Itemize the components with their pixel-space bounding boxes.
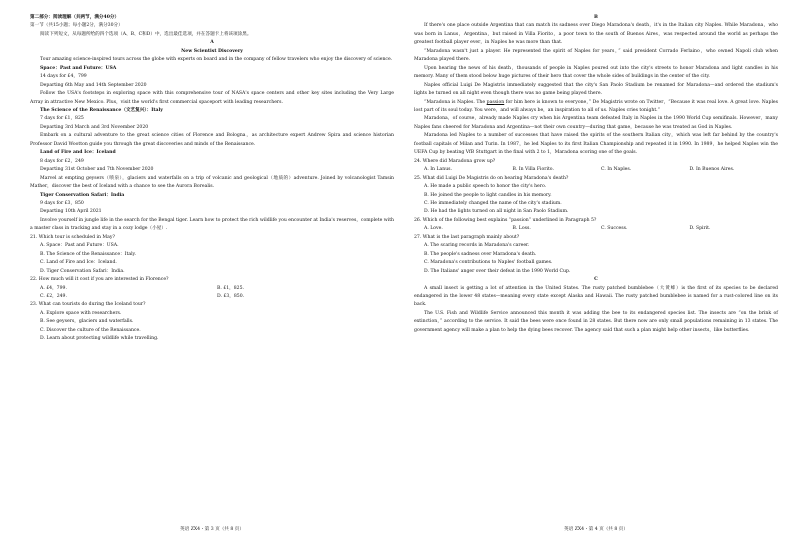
tour-name: Tiger Conservation Safari：India (40, 192, 125, 198)
answer-option: B. See geysers，glaciers and waterfalls. (40, 319, 134, 325)
answer-option: A. Love. (424, 226, 443, 232)
section-title: 第二部分：阅读理解（共两节，满分40分） (30, 15, 120, 20)
tour-duration: 14 days for £4，799 (40, 74, 87, 80)
tour-duration: 9 days for £3，850 (40, 200, 84, 206)
answer-option: A. He made a public speech to honor the city's hero. (424, 184, 547, 190)
text-fragment: “Maradona is Naples. The (424, 99, 487, 105)
answer-option: B. The Science of the Renaissance：Italy. (40, 251, 136, 257)
answer-options-row (414, 225, 778, 233)
answer-option: B. He joined the people to light candles in his memory. (424, 192, 552, 198)
answer-option: A. Explore space with researchers. (40, 310, 122, 316)
passage-b-letter: B (594, 15, 598, 20)
page-footer-left: 英语 ZX4・第 3 页（共 8 页） (180, 527, 244, 532)
passage-a-letter: A (210, 40, 214, 46)
right-column (414, 14, 778, 335)
tour-duration: 7 days for £1，825 (40, 116, 84, 122)
passage-c-letter: C (594, 277, 598, 283)
answer-option: C. In Naples. (601, 167, 632, 173)
answer-option: D. The Italians' anger over their defeat in the 1990 World Cup. (424, 268, 571, 274)
answer-option: C. Discover the culture of the Renaissance. (40, 327, 141, 333)
answer-option: C. Success. (601, 226, 628, 232)
tour-description: Follow the USA's footsteps in exploring space with this comprehensive tour of NASA's space centers and other key sites including the Very Large Array in attractive New Mexico. Plus，visit the world's first commercial spaceport with leading researchers. (30, 91, 394, 105)
passage-paragraph: If there's one place outside Argentina that can match its sadness over Diego Maradona's death，it's in the Italian city Naples. While Maradona，who was born in Lanus，Argentina，but raised in Villa Fiorito，a poor town to the south of Buenos Aires，was respected around the world as perhaps the greatest football player ever，in Naples he was more than that. (414, 23, 778, 46)
answer-option: B. The people's sadness over Maradona's death. (424, 251, 537, 257)
tour-dates: Departing 3rd March and 3rd November 2020 (40, 124, 149, 130)
left-column (30, 14, 394, 344)
passage-paragraph: Upon hearing the news of his death，thousands of people in Naples poured out into the city's streets to honor Maradona and light candles in his memory. Many of them stood below huge pictures of their hero that cover the whole sides of buildings in the center of the city. (414, 65, 778, 80)
answer-option: C. He immediately changed the name of the city's stadium. (424, 200, 562, 206)
passage-paragraph: “Maradona wasn't just a player. He represented the spirit of Naples for years，” said president Corrado Ferlaino，who owned Napoli club when Maradona played there. (414, 48, 778, 63)
passage-paragraph: Maradona，of course，already made Naples cry when his Argentina team defeated Italy in Naples in the 1990 World Cup semifinals. However，many Naples fans cheered for Maradona and Argentina—not their own country—during that game，because he was treated as God in Naples. (414, 116, 778, 130)
passage-paragraph: Naples official Luigi De Magistris immediately suggested that the city's San Paolo Stadium be renamed for Maradona—and ordered the stadium's lights be turned on all night even though there was no game being played there. (414, 82, 778, 97)
text-fragment: for him here is known to everyone，” De Magistris wrote on Twitter，“Because it was real love. A great love. Naples lost part of its soul today. You were，and will always be，an inspiration to all of us. Naples cries tonight.” (414, 99, 778, 113)
tour-name: The Science of the Renaissance（文艺复兴）：Italy (40, 107, 163, 113)
answer-option: B. In Villa Fiorito. (512, 167, 554, 173)
answer-option: B. £1，825. (217, 285, 244, 291)
answer-options-row (30, 285, 394, 293)
answer-options-row (414, 166, 778, 174)
answer-option: D. He had the lights turned on all night in San Paolo Stadium. (424, 209, 569, 215)
answer-option: D. £3，850. (217, 293, 245, 299)
page-footer-right: 英语 ZX4・第 4 页（共 8 页） (564, 527, 628, 532)
passage-a-title: New Scientist Discovery (181, 48, 243, 54)
question-23: 23. What can tourists do during the Iceland tour? (30, 302, 146, 308)
answer-option: A. Space：Past and Future：USA. (40, 243, 119, 249)
passage-paragraph: A small insect is getting a lot of attention in the United States. The rusty patched bumblebee（大黄蜂）is the first of its species to be declared endangered in the lower 48 states—meaning every state except Alaska and Hawaii. The rusty patched bumblebee is named for a rust-colored line on its back. (414, 285, 778, 308)
tour-dates: Departing 10th April 2021 (40, 209, 102, 215)
answer-options-row (30, 293, 394, 301)
question-26: 26. Which of the following best explains “passion” underlined in Paragraph 5? (414, 217, 597, 223)
tour-description: Involve yourself in jungle life in the search for the Bengal tiger. Learn how to protect the rich wildlife you encounter at India's reserves，complete with a master class in tracking and stay in a cozy lodge（小屋）. (30, 217, 394, 232)
tour-description: Marvel at empting geysers（喷泉），glaciers and waterfalls on a trip of volcanic and geological（地质的）adventure. Joined by volcanologist Tamsin Mather，discover the best of Iceland with a chance to see the Aurora Borealis. (30, 175, 394, 190)
question-25: 25. What did Luigi De Magistris do on hearing Maradona's death? (414, 175, 569, 181)
tour-name: Land of Fire and Ice：Iceland (40, 150, 116, 156)
answer-option: A. The scaring records in Maradona's career. (424, 243, 530, 249)
tour-dates: Departing 31st October and 7th November 2020 (40, 167, 154, 173)
answer-option: A. £4，799. (40, 285, 67, 291)
instructions: 阅读下列短文，从每题所给的四个选项（A、B、C和D）中，选出最佳选项，并在答题卡上将该项涂黑。 (40, 31, 252, 37)
answer-option: B. Loss. (512, 226, 531, 232)
tour-name: Space：Past and Future：USA (40, 65, 117, 71)
answer-option: D. In Buenos Aires. (689, 167, 735, 173)
answer-option: D. Spirit. (689, 226, 711, 232)
question-27: 27. What is the last paragraph mainly about? (414, 234, 520, 240)
answer-option: C. £2，249. (40, 293, 67, 299)
answer-option: C. Maradona's contributions to Naples' football games. (424, 260, 553, 266)
question-22: 22. How much will it cost if you are interested in Florence? (30, 277, 169, 283)
question-24: 24. Where did Maradona grow up? (414, 158, 496, 164)
underlined-word: passion (486, 99, 505, 105)
answer-option: A. In Lanus. (424, 167, 452, 173)
answer-option: D. Learn about protecting wildlife while travelling. (40, 336, 159, 342)
tour-duration: 8 days for £2，249 (40, 158, 84, 164)
tour-dates: Departing 6th May and 14th September 2020 (40, 82, 147, 88)
passage-a-intro: Tour amazing science-inspired tours across the globe with experts on board and in the company of fellow travelers who enjoy the discovery of science. (40, 57, 393, 63)
question-21: 21. Which tour is scheduled in May? (30, 234, 115, 240)
part1-title: 第一节（共15小题；每小题2分，满分30分） (30, 23, 123, 29)
passage-paragraph: Maradona led Naples to a number of successes that have raised the spirits of the southern Italian city，which was left far behind by the country's football capitals of Milan and Turin. In 1987，he led Naples to its first Italian Championship and repeated it in 1990. In 1989，he helped Naples win the UEFA Cup by beating VfB Stuttgart in the final with 2 to 1，Maradona scoring one of the goals. (414, 133, 778, 156)
passage-paragraph-5 (414, 99, 778, 116)
passage-paragraph: The U.S. Fish and Wildlife Service announced this month it was adding the bee to its endangered species list. The insects are “on the brink of extinction，” according to the service. It said the bees were once found in 28 states. But there now are only small populations remaining in 13 states. The government agency will make a plan to help the dying bees recover. The agency said that such a plan might help other insects，like butterflies. (414, 310, 778, 333)
answer-option: C. Land of Fire and Ice：Iceland. (40, 260, 117, 266)
tour-description: Embark on a cultural adventure to the great science cities of Florence and Bologna，as architecture expert Andrew Spira and science historian Professor David Wootton guide you through the great discoveries and minds of the Renaissance. (30, 133, 394, 147)
answer-option: D. Tiger Conservation Safari：India. (40, 268, 125, 274)
